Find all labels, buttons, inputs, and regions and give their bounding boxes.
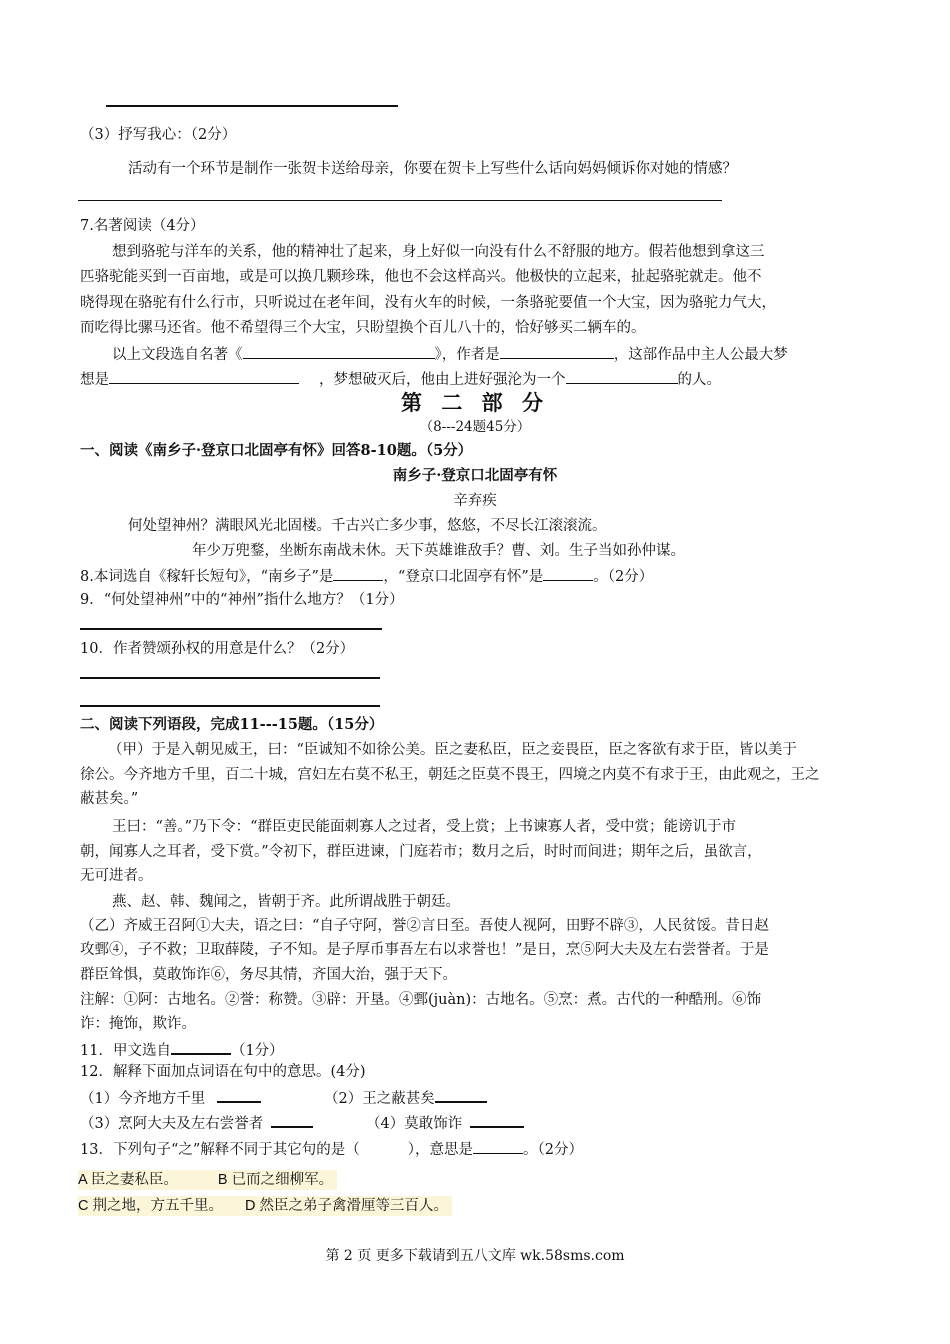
q7-text: 想是	[80, 372, 109, 388]
q7-question-line	[80, 369, 721, 389]
q12-item	[366, 1112, 524, 1133]
q12-3-blank[interactable]	[271, 1112, 313, 1128]
q7-text: ，梦想破灭后，他由上进好强沦为一个	[319, 372, 566, 388]
passage-jia-line: 蔽甚矣。”	[80, 791, 139, 807]
option-b[interactable]: B 已而之细柳军。	[217, 1172, 334, 1188]
notes-line: 诈：掩饰，欺诈。	[80, 1016, 196, 1032]
q12-2-blank[interactable]	[435, 1087, 487, 1103]
q7-text: ，这部作品中主人公最大梦	[613, 347, 788, 363]
q8-text: ，“登京口北固亭有怀”是	[383, 569, 544, 585]
cipai-blank[interactable]	[333, 566, 383, 581]
passage-jia-line: （甲）于是入朝见威王，曰：“臣诚知不如徐公美。臣之妻私臣，臣之妾畏臣，臣之客欲有求于臣，皆以美于	[108, 742, 797, 758]
q12-4-blank[interactable]	[470, 1112, 524, 1128]
q7-passage-line: 想到骆驼与洋车的关系，他的精神壮了起来，身上好似一向没有什么不舒服的地方。假若他想到拿这三	[112, 244, 765, 260]
q12-item	[80, 1112, 313, 1133]
option-a[interactable]: A 臣之妻私臣。	[78, 1172, 178, 1188]
page-footer: 第 2 页 更多下载请到五八文库 wk.58sms.com	[325, 1248, 625, 1264]
q8-text: 。（2分）	[593, 569, 654, 585]
option-c[interactable]: C 荆之地，方五千里。	[78, 1198, 223, 1214]
poem-line: 何处望神州？满眼风光北固楼。千古兴亡多少事，悠悠，不尽长江滚滚流。	[128, 518, 607, 534]
dream-blank[interactable]	[109, 369, 299, 384]
q6-3-prompt: 活动有一个环节是制作一张贺卡送给母亲，你要在贺卡上写些什么话向妈妈倾诉你对她的情感？	[128, 161, 737, 177]
answer-line	[80, 628, 382, 630]
q8-text: 8.本词选自《稼轩长短句》，“南乡子”是	[80, 569, 334, 585]
q12-2-text: （2）王之蔽甚矣	[324, 1091, 435, 1107]
q12-4-text: （4）莫敢饰诈	[366, 1116, 463, 1132]
poem-author: 辛弃疾	[453, 493, 497, 509]
q13-meaning-blank[interactable]	[473, 1139, 523, 1154]
q6-3-label: （3）抒写我心：（2分）	[80, 127, 237, 143]
passage-jia-line: 无可进者。	[80, 868, 153, 884]
q13-options-row	[78, 1196, 452, 1216]
passage-jia-line: 徐公。今齐地方千里，百二十城，宫妇左右莫不私王，朝廷之臣莫不畏王，四境之内莫不有求于王，由此观之，王之	[80, 767, 820, 783]
answer-line	[80, 677, 380, 679]
q9: 9．“何处望神州”中的“神州”指什么地方？（1分）	[80, 592, 404, 608]
section1-title: 一、阅读《南乡子·登京口北固亭有怀》回答8-10题。（5分）	[80, 442, 473, 459]
q7-title: 7.名著阅读（4分）	[80, 218, 205, 234]
subtitle-blank[interactable]	[543, 566, 593, 581]
book-title-blank[interactable]	[243, 344, 435, 359]
section2-title: 二、阅读下列语段，完成11---15题。（15分）	[80, 716, 384, 733]
passage-yi-line: 攻鄄④，子不救；卫取薛陵，子不知。是子厚币事吾左右以求誉也！”是日，烹⑤阿大夫及左右尝誉者。于是	[80, 942, 769, 958]
poem-title: 南乡子·登京口北固亭有怀	[392, 467, 558, 484]
author-blank[interactable]	[500, 344, 614, 359]
q13-text: 13．下列句子“之”解释不同于其它句的是（	[80, 1142, 360, 1158]
q11-score: （1分）	[230, 1043, 284, 1059]
q12-1-text: （1）今齐地方千里	[80, 1091, 206, 1107]
q13-options-row	[78, 1170, 337, 1190]
answer-line	[106, 105, 398, 107]
notes-line: 注解：①阿：古地名。②誉：称赞。③辟：开垦。④鄄(juàn)：古地名。⑤烹：煮。古代的一种酷刑。⑥饰	[80, 992, 762, 1008]
q10: 10．作者赞颂孙权的用意是什么？（2分）	[80, 641, 355, 657]
q13-text: ），意思是	[407, 1142, 474, 1158]
q11-text: 11．甲文选自	[80, 1043, 171, 1059]
q7-question-line	[112, 344, 788, 364]
q12-1-blank[interactable]	[217, 1087, 261, 1103]
passage-jia-line: 王曰：“善。”乃下令：“群臣吏民能面刺寡人之过者，受上赏；上书谏寡人者，受中赏；能谤讥于市	[112, 819, 736, 835]
passage-jia-line: 燕、赵、韩、魏闻之，皆朝于齐。此所谓战胜于朝廷。	[112, 894, 460, 910]
passage-jia-line: 朝，闻寡人之耳者，受下赏。”令初下，群臣进谏，门庭若市；数月之后，时时而间进；期年之后，虽欲言，	[80, 844, 762, 860]
person-blank[interactable]	[566, 369, 678, 384]
q12: 12．解释下面加点词语在句中的意思。(4分)	[80, 1064, 366, 1080]
poem-line: 年少万兜鍪，坐断东南战未休。天下英雄谁敌手？曹、刘。生子当如孙仲谋。	[192, 543, 685, 559]
option-d[interactable]: D 然臣之弟子禽滑厘等三百人。	[245, 1198, 448, 1214]
q12-item	[80, 1087, 261, 1108]
source-blank[interactable]	[171, 1039, 231, 1055]
q13	[80, 1139, 583, 1159]
passage-yi-line: 群臣耸惧，莫敢饰诈⑥，务尽其情，齐国大治，强于天下。	[80, 967, 457, 983]
q7-passage-line: 而吃得比骡马还省。他不希望得三个大宝，只盼望换个百儿八十的，恰好够买二辆车的。	[80, 320, 646, 336]
passage-yi-line: （乙）齐威王召阿①大夫，语之曰：“自子守阿，誉②言日至。吾使人视阿，田野不辟③，人民贫馁。昔日赵	[80, 918, 769, 934]
part-title: 第 二 部 分	[401, 390, 549, 415]
answer-line	[78, 200, 722, 201]
q11	[80, 1039, 284, 1060]
q12-3-text: （3）烹阿大夫及左右尝誉者	[80, 1116, 264, 1132]
q8	[80, 566, 653, 586]
q7-passage-line: 晓得现在骆驼有什么行市，只听说过在老年间，没有火车的时候，一条骆驼要值一个大宝，因为骆驼力气大，	[80, 295, 776, 311]
answer-line	[80, 705, 380, 707]
q7-text: 以上文段选自名著《	[112, 347, 243, 363]
q7-text: 》，作者是	[434, 347, 500, 363]
q13-text: 。（2分）	[523, 1142, 584, 1158]
q7-passage-line: 匹骆驼能买到一百亩地，或是可以换几颗珍珠，他也不会这样高兴。他极快的立起来，扯起骆驼就走。他不	[80, 269, 762, 285]
q7-text: 的人。	[677, 372, 721, 388]
part-subtitle: （8---24题45分）	[419, 419, 531, 435]
q12-item	[324, 1087, 487, 1108]
